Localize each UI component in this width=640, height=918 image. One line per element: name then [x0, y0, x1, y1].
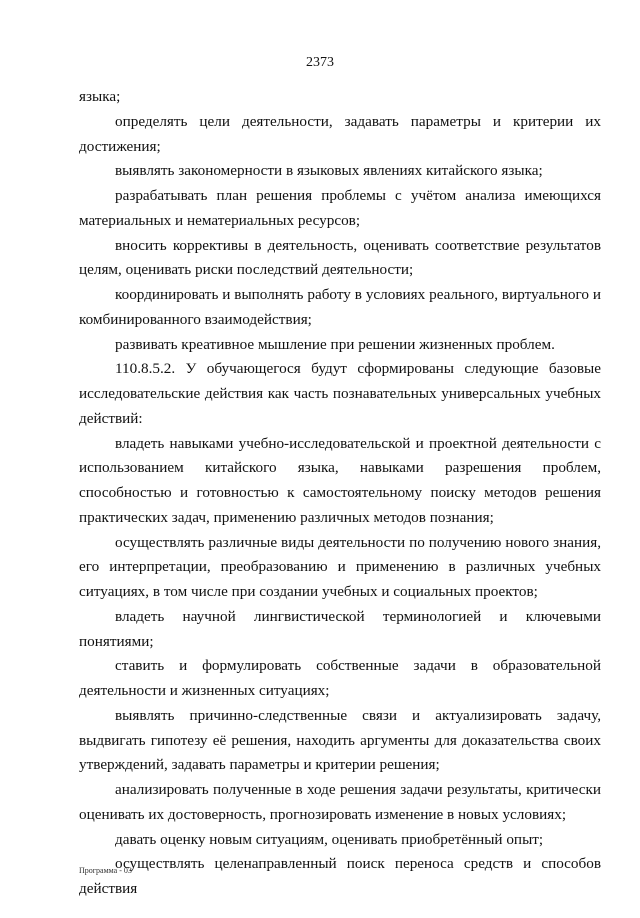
paragraph: развивать креативное мышление при решении жизненных проблем.: [115, 335, 555, 353]
paragraph: владеть научной лингвистической терминологией и ключевыми понятиями;: [79, 607, 601, 650]
paragraph: определять цели деятельности, задавать параметры и критерии их достижения;: [79, 112, 601, 155]
page-number: 2373: [306, 55, 334, 70]
paragraph: языка;: [79, 88, 121, 105]
paragraph: осуществлять целенаправленный поиск переноса средств и способов действия: [79, 855, 601, 897]
footer-label: Программа - 03: [79, 866, 132, 875]
paragraph: осуществлять различные виды деятельности по получению нового знания, его интерпретации, преобразованию и применению в различных учебных ситуациях, в том числе при создании учебных и социальных проектов;: [79, 533, 601, 600]
paragraph: координировать и выполнять работу в условиях реального, виртуального и комбинированного взаимодействия;: [79, 286, 601, 328]
paragraph: разрабатывать план решения проблемы с учётом анализа имеющихся материальных и нематериальных ресурсов;: [79, 187, 601, 229]
document-body: [79, 85, 601, 902]
paragraph: анализировать полученные в ходе решения задачи результаты, критически оценивать их достоверность, прогнозировать изменение в новых условиях;: [79, 781, 601, 823]
paragraph: ставить и формулировать собственные задачи в образовательной деятельности и жизненных ситуациях;: [79, 657, 601, 699]
paragraph: владеть навыками учебно-исследовательской и проектной деятельности с использованием китайского языка, навыками разрешения проблем, способностью и готовностью к самостоятельному поиску методов решения практических задач, применению различных методов познания;: [79, 434, 601, 526]
paragraph: вносить коррективы в деятельность, оценивать соответствие результатов целям, оценивать риски последствий деятельности;: [79, 236, 601, 279]
section-paragraph: 110.8.5.2. У обучающегося будут сформированы следующие базовые исследовательские действия как часть познавательных универсальных учебных действий:: [79, 360, 601, 427]
paragraph: выявлять причинно-следственные связи и актуализировать задачу, выдвигать гипотезу её решения, находить аргументы для доказательства своих утверждений, задавать параметры и критерии решения;: [79, 706, 601, 774]
paragraph: давать оценку новым ситуациям, оценивать приобретённый опыт;: [115, 830, 544, 848]
paragraph: выявлять закономерности в языковых явлениях китайского языка;: [115, 162, 543, 180]
